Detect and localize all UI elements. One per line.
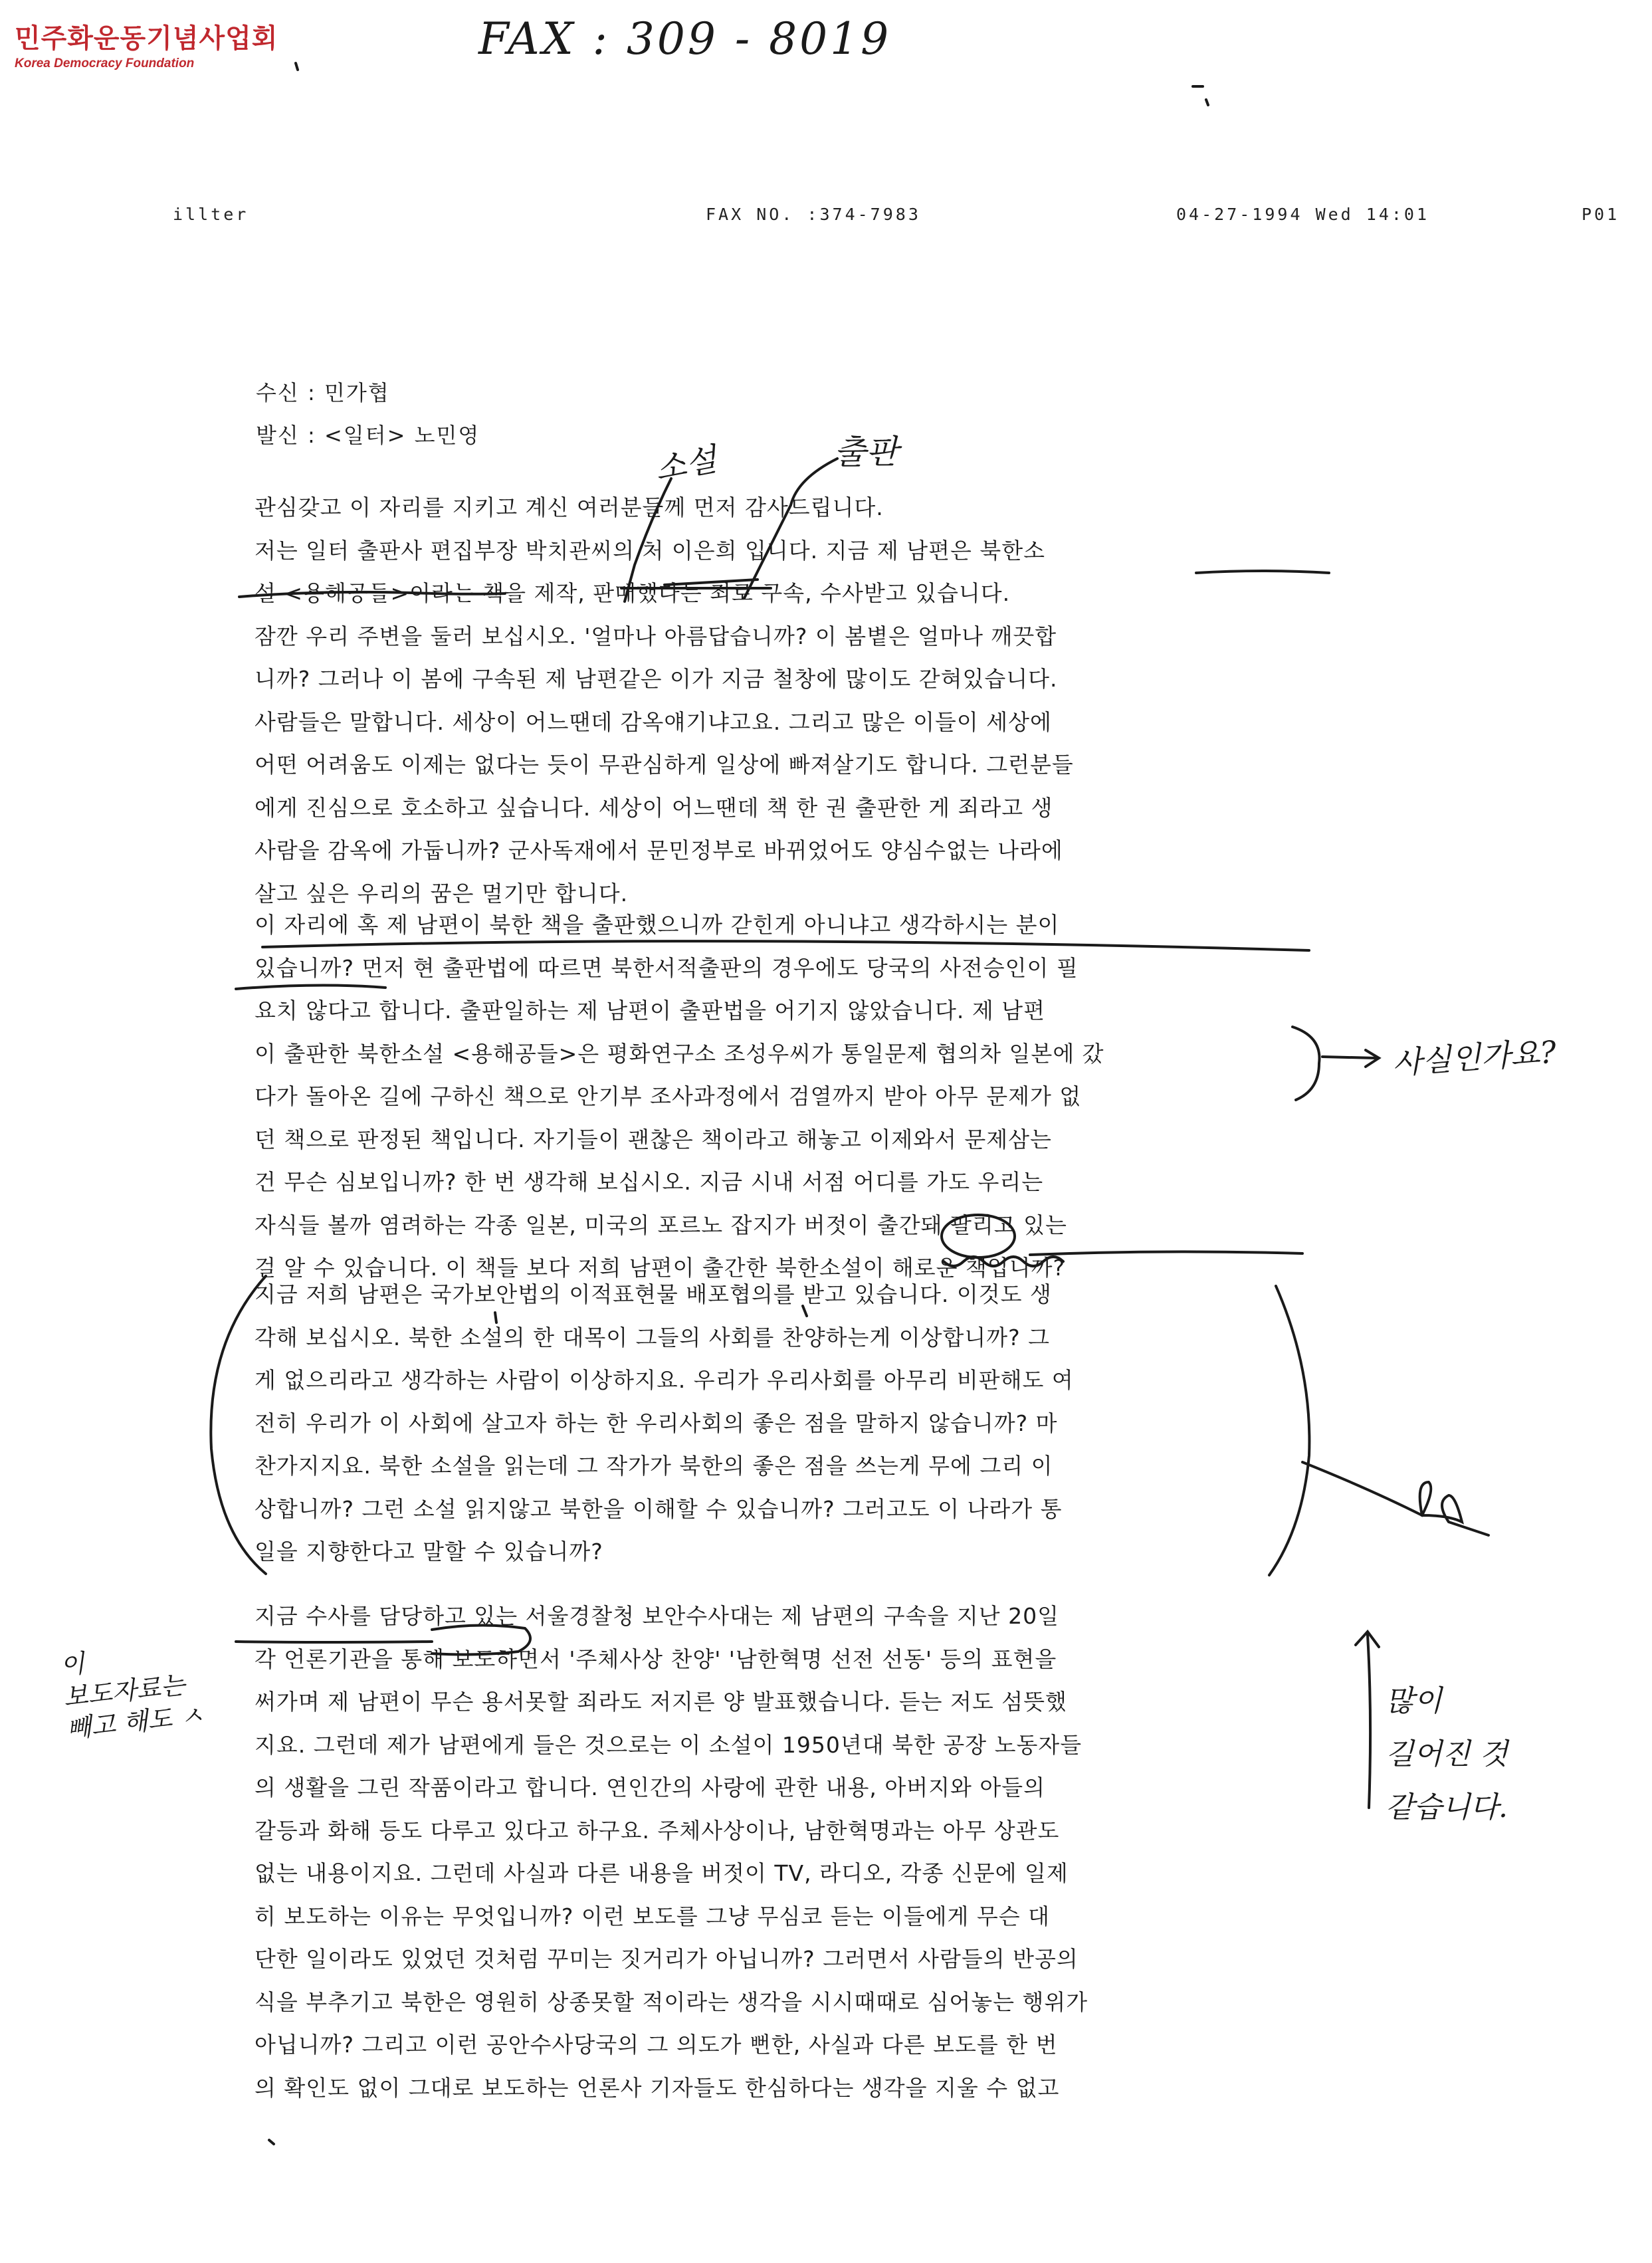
text-line: 자식들 볼까 염려하는 각종 일본, 미국의 포르노 잡지가 버젓이 출간돼 팔리고 있는 [255, 1212, 1067, 1238]
text-line: 이 자리에 혹 제 남편이 북한 책을 출판했으니까 갇힌게 아니냐고 생각하시는 분이 [255, 912, 1060, 938]
arrow-stroke [1368, 1635, 1370, 1808]
bracket-mark [211, 1276, 266, 1574]
fax-header-number: FAX NO. :374-7983 [706, 205, 921, 224]
text-line: 건 무슨 심보입니까? 한 번 생각해 보십시오. 지금 시내 서점 어디를 가도 우리는 [255, 1169, 1044, 1195]
underline-mark [236, 985, 385, 989]
text-line: 잠깐 우리 주변을 둘러 보십시오. '얼마나 아름답습니까? 이 봄볕은 얼마나 깨끗합 [255, 623, 1057, 649]
fax-header-page: P01 [1582, 205, 1620, 224]
logo-korean-text: 민주화운동기념사업회 [15, 23, 278, 54]
text-line: 의 생활을 그린 작품이라고 합니다. 연인간의 사랑에 관한 내용, 아버지와 아들의 [255, 1775, 1045, 1800]
text-line: 찬가지지요. 북한 소설을 읽는데 그 작가가 북한의 좋은 점을 쓰는게 무에 그리 이 [255, 1453, 1053, 1479]
scan-mark [1206, 100, 1208, 105]
bracket-mark [432, 1625, 530, 1654]
fax-header-sender: illter [173, 205, 249, 224]
text-line: 관심갖고 이 자리를 지키고 계신 여러분들께 먼저 감사드립니다. [255, 494, 884, 520]
bracket-mark [1269, 1286, 1309, 1575]
handwritten-note-left-line: 빼고 해도 ㅅ [65, 1700, 206, 1744]
text-line: 상합니까? 그런 소설 읽지않고 북한을 이해할 수 있습니까? 그러고도 이 나라가 통 [255, 1495, 1063, 1522]
text-line: 걸 알 수 있습니다. 이 책들 보다 저희 남편이 출간한 북한소설이 해로운 책입니까? [255, 1255, 1065, 1281]
logo-english-text: Korea Democracy Foundation [15, 56, 195, 70]
text-line: 써가며 제 남편이 무슨 용서못할 죄라도 저지른 양 발표했습니다. 듣는 저도 섬뜻했 [255, 1689, 1067, 1715]
recipient-line: 수신 : 민가협 [256, 380, 390, 405]
text-line: 에게 진심으로 호소하고 싶습니다. 세상이 어느땐데 책 한 권 출판한 게 죄라고 생 [255, 794, 1053, 821]
handwritten-note-right-line: 길어진 것 [1386, 1737, 1508, 1771]
scan-mark [495, 1313, 496, 1323]
loop-mark [1302, 1462, 1489, 1535]
text-line: 사람을 감옥에 가둡니까? 군사독재에서 문민정부로 바뀌었어도 양심수없는 나라에 [255, 837, 1063, 863]
text-line: 식을 부추기고 북한은 영원히 상종못할 적이라는 생각을 시시때때로 심어놓는 행위가 [255, 1989, 1088, 2015]
text-line: 각해 보십시오. 북한 소설의 한 대목이 그들의 사회를 찬양하는게 이상합니까? 그 [255, 1324, 1050, 1350]
text-line: 단한 일이라도 있었던 것처럼 꾸미는 짓거리가 아닙니까? 그러면서 사람들의 반공의 [255, 1946, 1079, 1972]
handwritten-note-novel: 소설 [652, 441, 720, 488]
text-line: 게 없으리라고 생각하는 사람이 이상하지요. 우리가 우리사회를 아무리 비판해도 여 [255, 1367, 1074, 1393]
text-line: 아닙니까? 그리고 이런 공안수사당국의 그 의도가 뻔한, 사실과 다른 보도를 한 번 [255, 2032, 1058, 2058]
text-line: 이 출판한 북한소설 <용해공들>은 평화연구소 조성우씨가 통일문제 협의차 일본에 갔 [255, 1040, 1104, 1067]
underline-mark [1030, 1251, 1302, 1255]
text-line: 의 확인도 없이 그대로 보도하는 언론사 기자들도 한심하다는 생각을 지울 수 없고 [255, 2074, 1060, 2101]
text-line: 요치 않다고 합니다. 출판일하는 제 남편이 출판법을 어기지 않았습니다. 제 남편 [255, 998, 1045, 1024]
text-line: 던 책으로 판정된 책입니다. 자기들이 괜찮은 책이라고 해놓고 이제와서 문제삼는 [255, 1126, 1052, 1152]
squiggle-mark [944, 1257, 1063, 1266]
text-line: 일을 지향한다고 말할 수 있습니까? [255, 1539, 603, 1564]
strikethrough-mark [665, 580, 758, 585]
handwritten-note-left-line: 이 [58, 1648, 86, 1681]
text-line: 지금 수사를 담당하고 있는 서울경찰청 보안수사대는 제 남편의 구속을 지난 20일 [255, 1603, 1059, 1629]
text-line: 없는 내용이지요. 그런데 사실과 다른 내용을 버젓이 TV, 라디오, 각종 신문에 일제 [255, 1860, 1069, 1886]
text-line: 히 보도하는 이유는 무엇입니까? 이런 보도를 그냥 무심코 듣는 이들에게 무슨 대 [255, 1903, 1050, 1929]
arrow-stroke [625, 479, 671, 601]
underline-mark [262, 941, 1309, 950]
sender-line: 발신 : <일터> 노민영 [256, 423, 480, 448]
text-line: 지금 저희 남편은 국가보안법의 이적표현물 배포협의를 받고 있습니다. 이것도 생 [255, 1281, 1052, 1307]
text-line: 각 언론기관을 통해 보도하면서 '주체사상 찬양' '남한혁명 선전 선동' 등의 표현을 [255, 1646, 1057, 1672]
text-line: 살고 싶은 우리의 꿈은 멀기만 합니다. [255, 880, 629, 907]
handwritten-note-is-it-true: 사실인가요? [1391, 1033, 1558, 1081]
text-line: 저는 일터 출판사 편집부장 박치관씨의 처 이은희 입니다. 지금 제 남편은 북한소 [255, 537, 1045, 564]
arrow-stroke [744, 459, 837, 598]
text-line: 니까? 그러나 이 봄에 구속된 제 남편같은 이가 지금 철창에 많이도 갇혀있습니다. [255, 666, 1058, 692]
text-line: 지요. 그런데 제가 남편에게 들은 것으로는 이 소설이 1950년대 북한 공장 노동자들 [255, 1731, 1083, 1758]
handwritten-note-publish: 출판 [834, 433, 898, 471]
text-line: 어떤 어려움도 이제는 없다는 듯이 무관심하게 일상에 빠져살기도 합니다. 그런분들 [255, 752, 1074, 778]
text-line: 사람들은 말합니다. 세상이 어느땐데 감옥얘기냐고요. 그리고 많은 이들이 세상에 [255, 708, 1052, 735]
text-line: 갈등과 화해 등도 다루고 있다고 하구요. 주체사상이나, 남한혁명과는 아무 상관도 [255, 1817, 1060, 1844]
text-line: 설 <용해공들>이라는 책을 제작, 판매했다는 죄로 구속, 수사받고 있습니다. [255, 580, 1011, 606]
fax-header-datetime: 04-27-1994 Wed 14:01 [1176, 205, 1430, 224]
handwritten-note-right-line: 많이 [1386, 1684, 1443, 1718]
underline-mark [239, 592, 505, 597]
text-line: 다가 돌아온 길에 구하신 책으로 안기부 조사과정에서 검열까지 받아 아무 문제가 없 [255, 1083, 1082, 1109]
bracket-mark [1292, 1027, 1320, 1100]
scan-mark [269, 2140, 274, 2144]
handwritten-fax-number: FAX : 309 - 8019 [478, 13, 892, 64]
handwritten-note-right-line: 같습니다. [1386, 1790, 1508, 1824]
text-line: 있습니까? 먼저 현 출판법에 따르면 북한서적출판의 경우에도 당국의 사전승인이 필 [255, 954, 1079, 981]
text-line: 전히 우리가 이 사회에 살고자 하는 한 우리사회의 좋은 점을 말하지 않습니까? 마 [255, 1410, 1058, 1436]
handwritten-note-left-line: 보도자료는 [62, 1670, 187, 1712]
scan-mark [803, 1306, 807, 1316]
arrow-stroke [1322, 1057, 1376, 1058]
scan-mark [296, 63, 298, 70]
circle-mark [942, 1215, 1015, 1257]
underline-mark [1196, 571, 1329, 573]
